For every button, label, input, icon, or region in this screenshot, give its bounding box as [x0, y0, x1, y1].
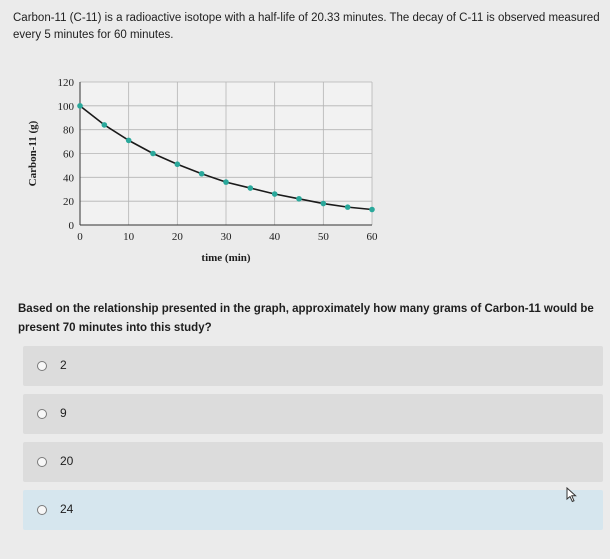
choice-a-label: 2 [60, 358, 67, 372]
data-point [223, 179, 229, 185]
choice-b-label: 9 [60, 406, 67, 420]
data-point [272, 191, 278, 197]
radio-button-a[interactable] [37, 361, 47, 371]
data-point [102, 122, 108, 128]
decay-chart [20, 76, 390, 272]
x-tick-label: 30 [220, 231, 232, 243]
intro-text: Carbon-11 (C-11) is a radioactive isotope with a half-life of 20.33 minutes. The decay of C-11 is observed measured every 5 minutes for 60 minutes. [13, 12, 600, 41]
data-point [77, 103, 83, 109]
x-tick-label: 50 [317, 231, 329, 243]
y-tick-label: 80 [63, 124, 74, 137]
choice-d-label: 24 [60, 502, 74, 516]
data-point [345, 204, 351, 210]
data-point [296, 196, 302, 202]
radio-button-b[interactable] [37, 409, 47, 419]
choice-a[interactable] [23, 346, 603, 386]
y-axis-label: Carbon-11 (g) [27, 120, 39, 187]
y-tick-label: 100 [57, 100, 74, 113]
data-point [126, 138, 132, 144]
y-tick-label: 0 [68, 220, 74, 232]
x-tick-label: 40 [269, 231, 281, 243]
question-text: Based on the relationship presented in the graph, approximately how many grams of Carbon-11 would be present 70 minutes into this study? [18, 303, 594, 334]
y-tick-label: 120 [57, 77, 74, 89]
x-tick-label: 0 [77, 231, 83, 243]
answer-choices [23, 346, 603, 538]
data-point [150, 151, 156, 157]
data-point [369, 207, 375, 213]
chart-svg [20, 76, 390, 272]
x-tick-label: 20 [171, 231, 183, 243]
radio-button-d[interactable] [37, 505, 47, 515]
mouse-pointer-icon [566, 487, 578, 503]
data-point [321, 201, 327, 207]
y-tick-label: 40 [63, 172, 74, 185]
y-tick-label: 20 [63, 196, 74, 209]
x-tick-label: 10 [123, 231, 135, 243]
x-tick-label: 60 [366, 231, 378, 243]
data-point [199, 171, 205, 177]
x-axis-label: time (min) [201, 252, 251, 264]
choice-c[interactable] [23, 442, 603, 482]
radio-button-c[interactable] [37, 457, 47, 467]
data-point [175, 161, 181, 167]
y-tick-label: 60 [63, 148, 74, 161]
choice-d[interactable] [23, 490, 603, 530]
choice-c-label: 20 [60, 454, 74, 468]
choice-b[interactable] [23, 394, 603, 434]
data-point [248, 185, 254, 191]
